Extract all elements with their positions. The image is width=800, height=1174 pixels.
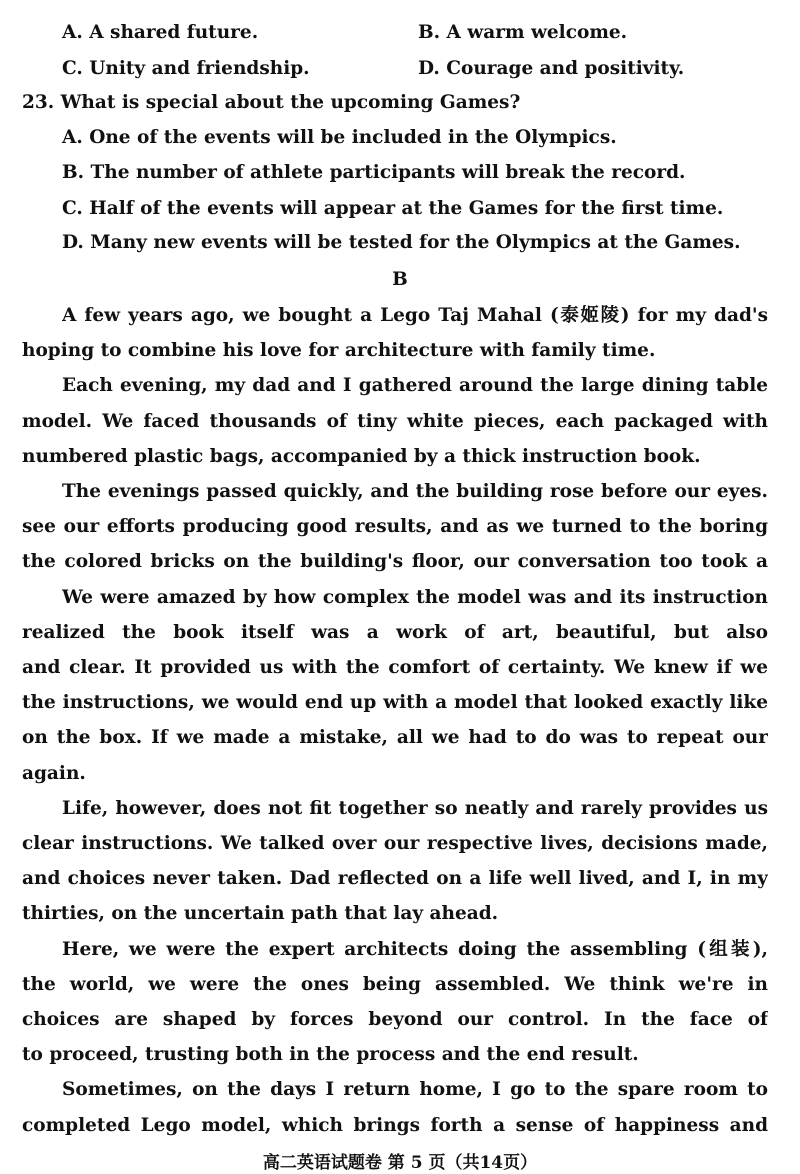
passage-line: model. We faced thousands of tiny white pieces, each packaged with xyxy=(22,410,768,432)
section-heading: B xyxy=(392,269,408,290)
q22-option-c: C. Unity and friendship. xyxy=(62,58,310,79)
passage-line: Life, however, does not fit together so neatly and rarely provides us xyxy=(62,797,768,819)
passage-line: choices are shaped by forces beyond our control. In the face of xyxy=(22,1009,768,1030)
passage-line: Sometimes, on the days I return home, I go to the spare room to xyxy=(62,1079,768,1101)
passage-line: hoping to combine his love for architecture with family time. xyxy=(22,340,656,362)
q23-option-d: D. Many new events will be tested for the Olympics at the Games. xyxy=(62,232,741,253)
q23-stem: 23. What is special about the upcoming Games? xyxy=(22,92,521,113)
passage-line: The evenings passed quickly, and the building rose before our eyes. xyxy=(62,481,768,502)
passage-line: on the box. If we made a mistake, all we had to do was to repeat our xyxy=(22,727,768,749)
q22-option-a: A. A shared future. xyxy=(62,22,259,43)
q22-option-d: D. Courage and positivity. xyxy=(418,58,685,79)
q23-option-b: B. The number of athlete participants will break the record. xyxy=(62,162,686,183)
passage-line: We were amazed by how complex the model was and its instruction xyxy=(62,586,768,608)
passage-line: completed Lego model, which brings forth a sense of happiness and xyxy=(22,1114,768,1136)
page-footer: 高二英语试题卷 第 5 页（共14页） xyxy=(262,1153,538,1173)
passage-line: thirties, on the uncertain path that lay ahead. xyxy=(22,903,499,925)
passage-line: A few years ago, we bought a Lego Taj Mahal (泰姬陵) for my dad's xyxy=(62,305,768,326)
passage-line: clear instructions. We talked over our respective lives, decisions made, xyxy=(22,833,768,854)
passage-line: the world, we were the ones being assembled. We think we're in xyxy=(22,973,768,995)
passage-line: the colored bricks on the building's floor, our conversation too took a xyxy=(22,551,768,573)
q23-option-c: C. Half of the events will appear at the Games for the first time. xyxy=(62,198,724,219)
passage-line: and clear. It provided us with the comfort of certainty. We knew if we xyxy=(22,657,768,678)
passage-line: Each evening, my dad and I gathered around the large dining table xyxy=(62,375,768,397)
q22-option-b: B. A warm welcome. xyxy=(418,22,628,43)
passage-line: the instructions, we would end up with a model that looked exactly like xyxy=(22,692,768,714)
passage-line: realized the book itself was a work of art, beautiful, but also xyxy=(22,621,768,643)
passage-line: and choices never taken. Dad reflected on a life well lived, and I, in my xyxy=(22,868,768,890)
q23-option-a: A. One of the events will be included in the Olympics. xyxy=(62,127,617,148)
passage-line: see our efforts producing good results, and as we turned to the boring xyxy=(22,516,768,538)
passage-line: Here, we were the expert architects doing the assembling (组装), xyxy=(62,938,768,960)
passage-line: again. xyxy=(22,762,86,784)
passage-line: numbered plastic bags, accompanied by a thick instruction book. xyxy=(22,445,701,467)
passage-line: to proceed, trusting both in the process and the end result. xyxy=(22,1044,639,1066)
